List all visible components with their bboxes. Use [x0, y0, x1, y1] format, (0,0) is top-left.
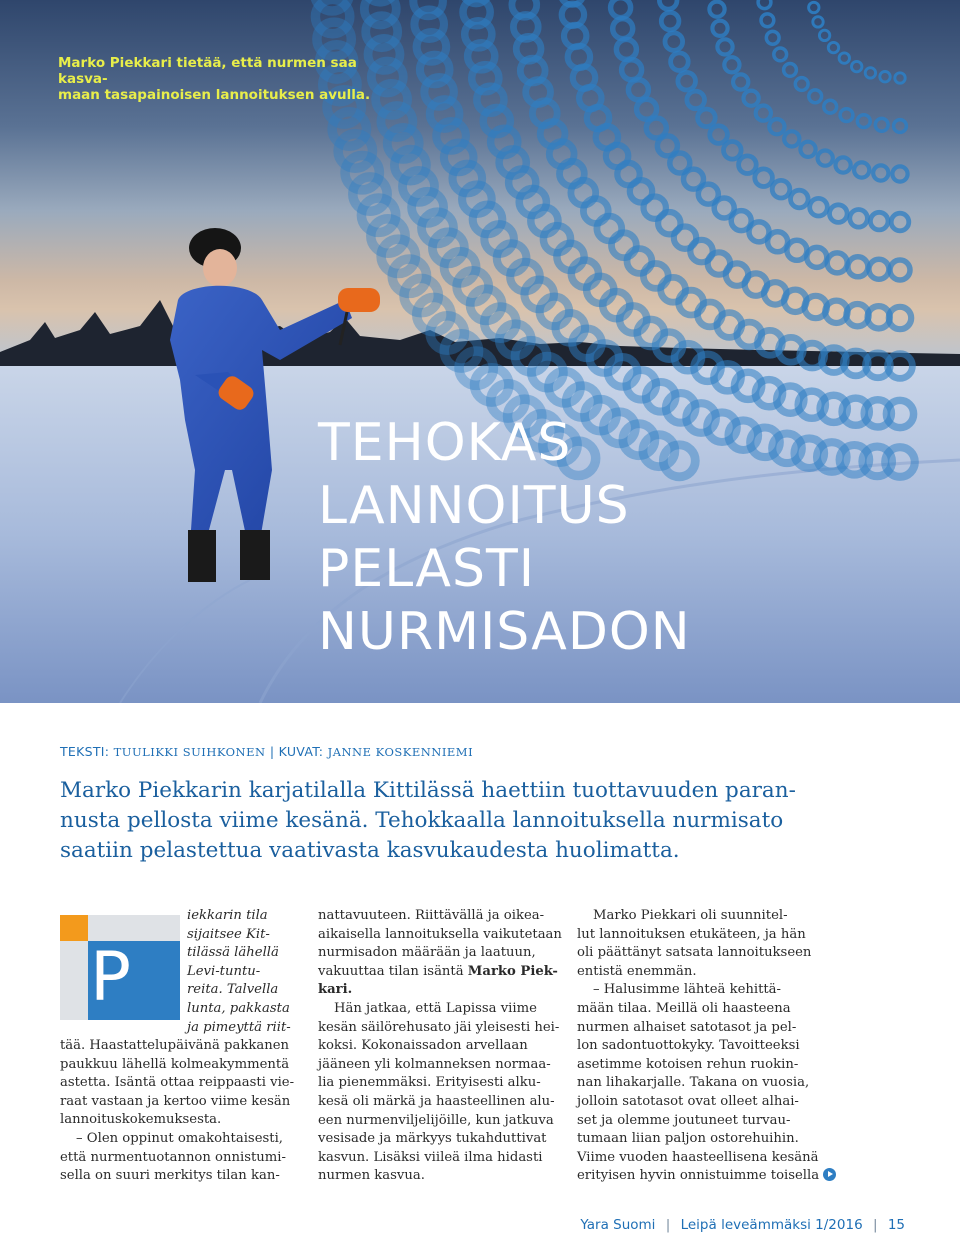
text-line: mään tilaa. Meillä oli haasteena — [577, 1000, 791, 1016]
person-name: Marko Piek- — [467, 963, 558, 979]
pattern-ring — [724, 57, 739, 72]
text-line: jolloin satotasot ovat olleet alhai- — [577, 1093, 799, 1109]
pattern-ring — [512, 0, 537, 17]
column-1-body — [60, 1037, 294, 1186]
pattern-ring — [830, 205, 848, 223]
text-line: paukkuu lähellä kolmeakymmentä — [60, 1056, 290, 1072]
byline-separator: | — [269, 744, 275, 759]
pattern-ring — [807, 247, 827, 267]
pattern-ring — [661, 12, 679, 30]
pattern-ring — [854, 162, 869, 177]
lead-line-2: nusta pellosta viime kesänä. Tehokkaalla lannoituksella nurmisato — [60, 808, 784, 833]
page-number: 15 — [887, 1217, 905, 1233]
pattern-ring — [744, 91, 759, 106]
text-line — [318, 963, 562, 982]
text-line: Levi-tuntu- — [187, 963, 261, 979]
text-line: Hän jatkaa, että Lapissa viime — [334, 1000, 537, 1016]
pattern-ring — [818, 151, 833, 166]
photo-caption — [58, 55, 378, 103]
text-line: lunta, pakkasta — [187, 1000, 290, 1016]
pattern-ring — [698, 109, 716, 127]
text-line: asetimme kotoisen rehun ruokin- — [577, 1056, 799, 1072]
text-line — [577, 1167, 836, 1186]
byline-text-label: TEKSTI: — [60, 744, 110, 759]
pattern-ring — [839, 53, 849, 63]
pattern-ring — [795, 78, 808, 91]
pattern-ring — [678, 72, 696, 90]
pattern-ring — [813, 17, 823, 27]
pattern-ring — [622, 60, 642, 80]
pattern-ring — [836, 157, 851, 172]
pattern-ring — [784, 131, 799, 146]
pattern-ring — [724, 142, 742, 160]
pattern-ring — [659, 0, 677, 9]
pattern-ring — [891, 213, 909, 231]
text-line: astetta. Isäntä ottaa reippaasti vie- — [60, 1075, 295, 1091]
pattern-ring — [800, 142, 815, 157]
text-line: lia pienemmäksi. Erityisesti alku- — [318, 1075, 541, 1091]
pattern-ring — [824, 100, 837, 113]
pattern-ring — [709, 2, 724, 17]
headline-line-4: NURMISADON — [318, 602, 691, 662]
byline-text-author: TUULIKKI SUIHKONEN — [113, 745, 266, 759]
text-line: tilässä lähellä — [187, 945, 279, 961]
text-fragment: erityisen hyvin onnistuimme toisella — [577, 1168, 820, 1184]
lead-line-3: saatiin pelastettua vaativasta kasvukaudesta huolimatta. — [60, 838, 680, 863]
pattern-ring — [873, 165, 888, 180]
pattern-ring — [890, 260, 910, 280]
dropcap-letter: P — [90, 938, 132, 1017]
play-arrow-icon — [823, 1168, 836, 1181]
text-line: oli päättänyt satsata lannoitukseen — [577, 945, 812, 961]
pattern-ring — [870, 212, 888, 230]
text-line: tumaan liian paljon ostorehuihin. — [577, 1131, 799, 1147]
pattern-ring — [712, 21, 727, 36]
pattern-ring — [616, 39, 636, 59]
caption-line-2: maan tasapainoisen lannoituksen avulla. — [58, 87, 371, 103]
pattern-ring — [848, 257, 868, 277]
pattern-ring — [894, 120, 907, 133]
pattern-ring — [628, 80, 648, 100]
pattern-ring — [784, 64, 797, 77]
dropcap-orange-square — [60, 915, 88, 941]
text-line: reita. Talvella — [187, 982, 279, 998]
pattern-ring — [687, 91, 705, 109]
pattern-ring — [840, 109, 853, 122]
text-line: tää. Haastattelupäivänä pakkanen — [60, 1038, 289, 1053]
text-line: jääneen yli kolmanneksen normaa- — [318, 1056, 551, 1072]
pattern-ring — [828, 42, 838, 52]
pattern-ring — [774, 48, 787, 61]
text-line: kesä oli märkä ja haasteellinen alu- — [318, 1093, 555, 1109]
text-line: nurmisadon määrään ja laatuun, — [318, 945, 536, 961]
pattern-ring — [869, 259, 889, 279]
headline-line-1: TEHOKAS — [318, 413, 572, 473]
text-line: nurmen alhaiset satotasot ja pel- — [577, 1019, 797, 1035]
text-line: set ja olemme joutuneet turvau- — [577, 1112, 791, 1128]
headline-line-2: LANNOITUS — [318, 476, 630, 536]
pattern-ring — [809, 2, 819, 12]
pattern-ring — [611, 0, 631, 18]
text-line: aikaisella lannoituksella vaikutetaan — [318, 926, 562, 942]
footer-separator: | — [665, 1217, 671, 1233]
column-1-beside-cap — [187, 907, 291, 1037]
pattern-ring — [819, 30, 829, 40]
pattern-ring — [880, 72, 890, 82]
magazine-name: Yara Suomi — [580, 1217, 656, 1233]
pattern-ring — [613, 19, 633, 39]
text-line: kesän säilörehusato jäi yleisesti hei- — [318, 1019, 560, 1035]
pattern-ring — [809, 90, 822, 103]
pattern-ring — [756, 106, 771, 121]
pattern-ring — [758, 0, 771, 9]
text-line: koksi. Kokonaissadon arvellaan — [318, 1038, 528, 1054]
pattern-ring — [892, 166, 907, 181]
pattern-ring — [850, 210, 868, 228]
person-name-end: kari. — [318, 982, 353, 998]
text-line: een nurmenviljelijöille, kun jatkuva — [318, 1112, 554, 1128]
pattern-ring — [791, 190, 809, 208]
text-line: lon sadontuottokyky. Tavoitteeksi — [577, 1038, 800, 1054]
text-line: sijaitsee Kit- — [187, 926, 270, 942]
pattern-ring — [827, 253, 847, 273]
headline-line-3: PELASTI — [318, 539, 536, 599]
pattern-ring — [665, 33, 683, 51]
byline-photo-author: JANNE KOSKENNIEMI — [327, 745, 474, 759]
pattern-ring — [852, 61, 862, 71]
text-line: entistä enemmän. — [577, 963, 697, 979]
text-line: Viime vuoden haasteellisena kesänä — [577, 1149, 819, 1165]
text-line: että nurmentuotannon onnistumi- — [60, 1149, 286, 1165]
lead-line-1: Marko Piekkarin karjatilalla Kittilässä haettiin tuottavuuden paran- — [60, 778, 796, 803]
pattern-ring — [462, 0, 489, 4]
pattern-ring — [671, 53, 689, 71]
text-line: Marko Piekkari oli suunnitel- — [593, 908, 788, 923]
footer-separator: | — [872, 1217, 878, 1233]
pattern-ring — [865, 68, 875, 78]
text-line: nattavuuteen. Riittävällä ja oikea- — [318, 908, 545, 923]
pattern-ring — [810, 198, 828, 216]
pattern-ring — [755, 169, 773, 187]
pattern-ring — [717, 39, 732, 54]
text-line: vesisade ja märkyys tukahduttivat — [318, 1131, 547, 1147]
pattern-ring — [766, 31, 779, 44]
column-2-body — [318, 907, 562, 1186]
pattern-ring — [769, 119, 784, 134]
text-line: lannoituskokemuksesta. — [60, 1112, 222, 1128]
text-line: nan lihakarjalle. Takana on vuosia, — [577, 1075, 810, 1091]
text-line: kasvun. Lisäksi viileä ilma hidasti — [318, 1149, 543, 1165]
headline — [318, 412, 691, 664]
pattern-ring — [895, 73, 905, 83]
text-line: raat vastaan ja kertoo viime kesän — [60, 1093, 291, 1109]
text-line: – Olen oppinut omakohtaisesti, — [76, 1130, 283, 1146]
lead-paragraph — [60, 776, 910, 866]
text-line: sella on suuri merkitys tilan kan- — [60, 1168, 280, 1184]
byline — [60, 744, 473, 759]
column-3-body — [577, 907, 836, 1186]
page-footer — [580, 1217, 905, 1233]
pattern-ring — [875, 118, 888, 131]
text-fragment: vakuuttaa tilan isäntä — [318, 963, 464, 979]
caption-line-1: Marko Piekkari tietää, että nurmen saa kasva- — [58, 55, 357, 87]
pattern-ring — [761, 14, 774, 27]
pattern-ring — [772, 180, 790, 198]
text-line: iekkarin tila — [187, 908, 268, 923]
pattern-ring — [739, 156, 757, 174]
text-line: – Halusimme lähteä kehittä- — [593, 982, 782, 998]
pattern-ring — [733, 74, 748, 89]
text-line: ja pimeyttä riit- — [187, 1019, 291, 1035]
text-line: lut lannoituksen etukäteen, ja hän — [577, 926, 806, 942]
byline-photo-label: KUVAT: — [278, 744, 324, 759]
pattern-ring — [857, 115, 870, 128]
pattern-ring — [364, 0, 396, 2]
issue-name: Leipä leveämmäksi 1/2016 — [680, 1217, 863, 1233]
text-line: nurmen kasvua. — [318, 1168, 425, 1184]
pattern-ring — [710, 126, 728, 144]
